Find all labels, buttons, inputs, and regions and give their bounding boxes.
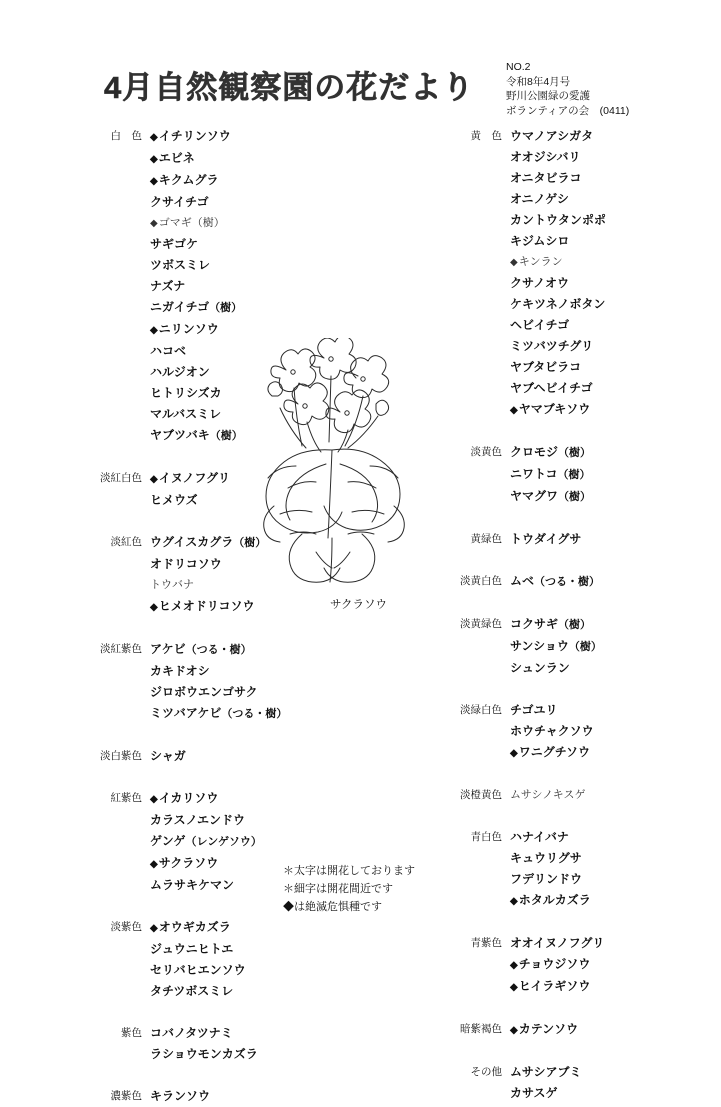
- color-group-items: [510, 933, 700, 998]
- note-line-3: ◆は絶滅危惧種です: [283, 901, 382, 913]
- color-group-label: 淡橙黄色: [460, 789, 502, 801]
- endangered-marker-icon: ◆: [150, 325, 158, 336]
- color-group: [80, 917, 340, 1002]
- color-group: [440, 1019, 700, 1041]
- plant-name: クロモジ: [510, 445, 559, 459]
- group-spacer: [440, 998, 700, 1019]
- plant-name: フデリンドウ: [510, 872, 583, 886]
- list-item: [150, 1044, 340, 1065]
- plant-name: シュンラン: [510, 661, 570, 675]
- list-item: [510, 231, 700, 252]
- list-item: [150, 297, 340, 319]
- list-item: [510, 294, 700, 315]
- plant-name: ウマノアシガタ: [510, 129, 594, 143]
- plant-name: タチツボスミレ: [150, 984, 234, 998]
- group-spacer: [440, 593, 700, 614]
- list-item: [510, 315, 700, 336]
- illustration-caption: サクラソウ: [330, 599, 388, 611]
- color-group: [440, 126, 700, 421]
- list-item: [510, 636, 700, 658]
- color-group-items: [510, 827, 700, 912]
- plant-name: ナズナ: [150, 279, 186, 293]
- color-group-label: 淡紫色: [110, 921, 142, 933]
- plant-name: オドリコソウ: [150, 557, 222, 571]
- color-group-label: 濃紫色: [110, 1090, 142, 1102]
- color-group-items: [510, 529, 700, 550]
- list-item: [150, 661, 340, 682]
- right-flower-column: [440, 126, 700, 1104]
- list-item: [510, 486, 700, 508]
- color-group-label: 暗紫褐色: [460, 1023, 502, 1035]
- list-item: [150, 788, 340, 810]
- color-group-items: [150, 917, 340, 1002]
- group-spacer: [440, 806, 700, 827]
- list-item: [510, 954, 700, 976]
- plant-name: クサイチゴ: [150, 195, 209, 209]
- list-item: [510, 614, 700, 636]
- plant-name: ヤブヘビイチゴ: [510, 381, 593, 395]
- list-item: [510, 147, 700, 168]
- list-item: [510, 976, 700, 998]
- color-group-items: [150, 1086, 340, 1107]
- group-spacer: [80, 1002, 340, 1023]
- list-item: [150, 981, 340, 1002]
- list-item: [510, 336, 700, 357]
- legend-notes: [283, 862, 415, 916]
- color-group-label: 白 色: [110, 130, 142, 142]
- endangered-marker-icon: ◆: [150, 154, 158, 165]
- list-item: [150, 682, 340, 703]
- list-item: [150, 276, 340, 297]
- color-group-items: [510, 700, 700, 764]
- color-group-label: 淡黄白色: [460, 575, 502, 587]
- plant-name: ヤマグワ: [510, 489, 559, 503]
- list-item: [510, 571, 700, 593]
- color-group-items: [150, 639, 340, 725]
- color-group: [440, 1062, 700, 1104]
- plant-name: キジムシロ: [510, 234, 570, 248]
- color-group-label: 淡紅紫色: [100, 643, 142, 655]
- plant-type-suffix: （樹）: [558, 447, 592, 459]
- list-item: [150, 148, 340, 170]
- list-item: [510, 252, 700, 273]
- color-group-label: 淡白紫色: [100, 750, 142, 762]
- list-item: [510, 1083, 700, 1104]
- list-item: [510, 273, 700, 294]
- color-group: [80, 746, 340, 767]
- plant-name: オウギカズラ: [158, 920, 231, 934]
- list-item: [150, 1023, 340, 1044]
- list-item: [510, 700, 700, 721]
- primrose-line-drawing: [228, 338, 443, 603]
- list-item: [510, 529, 700, 550]
- color-group-label: 黄 色: [470, 130, 502, 142]
- plant-name: エビネ: [158, 151, 195, 165]
- plant-name: オニノゲシ: [510, 192, 569, 206]
- endangered-marker-icon: ◆: [150, 474, 158, 485]
- list-item: [510, 399, 700, 421]
- plant-name: ゴマギ: [158, 217, 192, 229]
- plant-name: ミツバツチグリ: [510, 339, 594, 353]
- list-item: [150, 639, 340, 661]
- plant-type-suffix: （樹）: [558, 491, 592, 503]
- plant-type-suffix: （樹）: [557, 469, 591, 481]
- masthead-line-1: NO.2: [506, 61, 531, 73]
- list-item: [510, 742, 700, 764]
- plant-type-suffix: （樹）: [233, 537, 267, 549]
- list-item: [510, 378, 700, 399]
- group-spacer: [80, 725, 340, 746]
- plant-name: アケビ: [150, 642, 186, 656]
- color-group-label: 淡紅白色: [100, 472, 142, 484]
- plant-name: オニタビラコ: [510, 171, 582, 185]
- plant-name: イカリソウ: [158, 791, 219, 805]
- plant-type-suffix: （樹）: [209, 430, 243, 442]
- color-group: [440, 785, 700, 806]
- plant-name: ムサシノキスゲ: [510, 789, 586, 801]
- list-item: [150, 917, 340, 939]
- plant-type-suffix: （つる・樹）: [185, 644, 252, 656]
- endangered-marker-icon: ◆: [150, 132, 158, 143]
- plant-name: ホタルカズラ: [518, 893, 591, 907]
- color-group-items: [510, 126, 700, 421]
- plant-name: トウダイグサ: [510, 532, 582, 546]
- plant-name: ワニグチソウ: [518, 745, 590, 759]
- plant-name: カキドオシ: [150, 664, 210, 678]
- list-item: [150, 703, 340, 725]
- plant-name: ジュウニヒトエ: [150, 942, 234, 956]
- endangered-marker-icon: ◆: [150, 176, 158, 187]
- color-group: [440, 933, 700, 998]
- plant-type-suffix: （つる・樹）: [534, 576, 601, 588]
- color-group: [440, 827, 700, 912]
- endangered-marker-icon: ◆: [150, 794, 158, 805]
- masthead-line-3: 野川公園緑の愛護: [506, 90, 590, 102]
- endangered-marker-icon: ◆: [510, 257, 518, 268]
- plant-name: ケキツネノボタン: [510, 297, 606, 311]
- plant-name: ラショウモンカズラ: [150, 1047, 258, 1061]
- color-group-items: [510, 785, 700, 806]
- list-item: [150, 810, 340, 831]
- plant-name: ハルジオン: [150, 365, 210, 379]
- plant-name: ゲンゲ: [150, 834, 186, 848]
- plant-name: キンラン: [518, 256, 563, 268]
- list-item: [150, 1086, 340, 1107]
- plant-name: カサスゲ: [510, 1086, 558, 1100]
- plant-name: ヘビイチゴ: [510, 318, 570, 332]
- plant-name: ミツバアケビ: [150, 706, 222, 720]
- endangered-marker-icon: ◆: [150, 218, 158, 229]
- list-item: [150, 234, 340, 255]
- color-group-items: [510, 442, 700, 508]
- group-spacer: [80, 1065, 340, 1086]
- list-item: [510, 168, 700, 189]
- plant-name: サンショウ: [510, 639, 569, 653]
- color-group-label: その他: [470, 1066, 502, 1078]
- list-item: [150, 746, 340, 767]
- list-item: [510, 189, 700, 210]
- plant-name: ジロボウエンゴサク: [150, 685, 258, 699]
- masthead-line-4: ボランティアの会 (0411): [506, 104, 630, 117]
- color-group-items: [150, 746, 340, 767]
- list-item: [510, 785, 700, 806]
- endangered-marker-icon: ◆: [510, 960, 518, 971]
- color-group: [80, 1023, 340, 1065]
- plant-type-suffix: （樹）: [209, 302, 243, 314]
- plant-name: キクムグラ: [158, 173, 219, 187]
- color-group-label: 青白色: [470, 831, 502, 843]
- plant-name: イヌノフグリ: [158, 471, 230, 485]
- plant-name: ヒメオドリコソウ: [158, 599, 255, 613]
- plant-name: カラスノエンドウ: [150, 813, 246, 827]
- plant-name: イチリンソウ: [158, 129, 231, 143]
- plant-name: ヤマブキソウ: [518, 402, 591, 416]
- plant-name: カントウタンポポ: [510, 213, 606, 227]
- left-flower-column: [80, 126, 340, 1107]
- list-item: [510, 933, 700, 954]
- note-line-1: ＊太字は開花しております: [283, 865, 415, 877]
- color-group: [440, 614, 700, 679]
- plant-name: ヤブツバキ: [150, 428, 210, 442]
- list-item: [150, 170, 340, 192]
- endangered-marker-icon: ◆: [150, 859, 158, 870]
- plant-name: チゴユリ: [510, 703, 558, 717]
- list-item: [150, 960, 340, 981]
- list-item: [150, 255, 340, 276]
- color-group-items: [510, 571, 700, 593]
- color-group: [440, 571, 700, 593]
- color-group-items: [150, 1023, 340, 1065]
- plant-name: コクサギ: [510, 617, 559, 631]
- list-item: [510, 1019, 700, 1041]
- endangered-marker-icon: ◆: [510, 405, 518, 416]
- list-item: [510, 827, 700, 848]
- endangered-marker-icon: ◆: [150, 602, 158, 613]
- plant-name: ヒイラギソウ: [518, 979, 591, 993]
- color-group: [440, 442, 700, 508]
- plant-name: サギゴケ: [150, 237, 199, 251]
- group-spacer: [440, 1041, 700, 1062]
- group-spacer: [440, 679, 700, 700]
- color-group-label: 淡緑白色: [460, 704, 502, 716]
- color-group-label: 淡紅色: [110, 536, 142, 548]
- group-spacer: [80, 618, 340, 639]
- plant-name: ムラサキケマン: [150, 878, 235, 892]
- endangered-marker-icon: ◆: [510, 896, 518, 907]
- plant-type-suffix: （樹）: [568, 641, 602, 653]
- plant-name: ニガイチゴ: [150, 300, 210, 314]
- list-item: [150, 126, 340, 148]
- plant-name: ヒトリシズカ: [150, 386, 222, 400]
- plant-name: ニリンソウ: [158, 322, 219, 336]
- group-spacer: [440, 764, 700, 785]
- list-item: [150, 192, 340, 213]
- plant-type-suffix: （つる・樹）: [221, 708, 288, 720]
- plant-name: シャガ: [150, 749, 186, 763]
- endangered-marker-icon: ◆: [510, 748, 518, 759]
- plant-name: オオイヌノフグリ: [510, 936, 605, 950]
- plant-name: トウバナ: [150, 579, 194, 591]
- list-item: [510, 848, 700, 869]
- plant-name: オオジシバリ: [510, 150, 581, 164]
- plant-type-suffix: （樹）: [558, 619, 592, 631]
- endangered-marker-icon: ◆: [510, 982, 518, 993]
- color-group: [80, 1086, 340, 1107]
- list-item: [150, 831, 340, 853]
- endangered-marker-icon: ◆: [150, 923, 158, 934]
- group-spacer: [80, 767, 340, 788]
- plant-name: キランソウ: [150, 1089, 211, 1103]
- plant-name: ハコベ: [150, 344, 187, 358]
- color-group: [440, 529, 700, 550]
- plant-name: ヒメウズ: [150, 493, 198, 507]
- plant-name: チョウジソウ: [518, 957, 591, 971]
- list-item: [510, 658, 700, 679]
- plant-name: ムサシアブミ: [510, 1065, 582, 1079]
- color-group-label: 淡黄緑色: [460, 618, 502, 630]
- plant-name: ムベ: [510, 574, 535, 588]
- group-spacer: [440, 421, 700, 442]
- color-group-items: [510, 1019, 700, 1041]
- masthead: [506, 60, 629, 118]
- color-group-label: 淡黄色: [470, 446, 502, 458]
- list-item: [150, 213, 340, 234]
- color-group: [80, 639, 340, 725]
- note-line-2: ＊細字は開花間近です: [283, 883, 393, 895]
- plant-name: ホウチャクソウ: [510, 724, 594, 738]
- plant-name: クサノオウ: [510, 276, 570, 290]
- list-item: [510, 721, 700, 742]
- plant-name: セリバヒエンソウ: [150, 963, 246, 977]
- plant-name: ニワトコ: [510, 467, 558, 481]
- plant-type-suffix: （樹）: [191, 217, 225, 229]
- page-title: 4月自然観察園の花だより: [104, 70, 475, 105]
- list-item: [510, 464, 700, 486]
- plant-name: カテンソウ: [518, 1022, 579, 1036]
- plant-name: ツボスミレ: [150, 258, 211, 272]
- group-spacer: [440, 912, 700, 933]
- plant-name: ヤブタビラコ: [510, 360, 582, 374]
- list-item: [510, 442, 700, 464]
- plant-name: マルバスミレ: [150, 407, 222, 421]
- list-item: [150, 939, 340, 960]
- color-group-items: [510, 614, 700, 679]
- list-item: [510, 357, 700, 378]
- color-group-items: [510, 1062, 700, 1104]
- group-spacer: [440, 550, 700, 571]
- color-group-label: 紫色: [121, 1027, 142, 1039]
- plant-name: ハナイバナ: [510, 830, 569, 844]
- plant-name: キュウリグサ: [510, 851, 582, 865]
- color-group-label: 黄緑色: [470, 533, 502, 545]
- plant-type-suffix: （レンゲソウ）: [185, 836, 262, 848]
- plant-name: サクラソウ: [158, 856, 219, 870]
- color-group-label: 青紫色: [470, 937, 502, 949]
- masthead-line-2: 令和8年4月号: [506, 75, 571, 88]
- group-spacer: [440, 508, 700, 529]
- list-item: [510, 1062, 700, 1083]
- plant-name: ウグイスカグラ: [150, 535, 234, 549]
- list-item: [510, 869, 700, 890]
- list-item: [510, 126, 700, 147]
- endangered-marker-icon: ◆: [510, 1025, 518, 1036]
- list-item: [510, 210, 700, 231]
- plant-name: コバノタツナミ: [150, 1026, 233, 1040]
- list-item: [510, 890, 700, 912]
- color-group-label: 紅紫色: [110, 792, 142, 804]
- color-group: [440, 700, 700, 764]
